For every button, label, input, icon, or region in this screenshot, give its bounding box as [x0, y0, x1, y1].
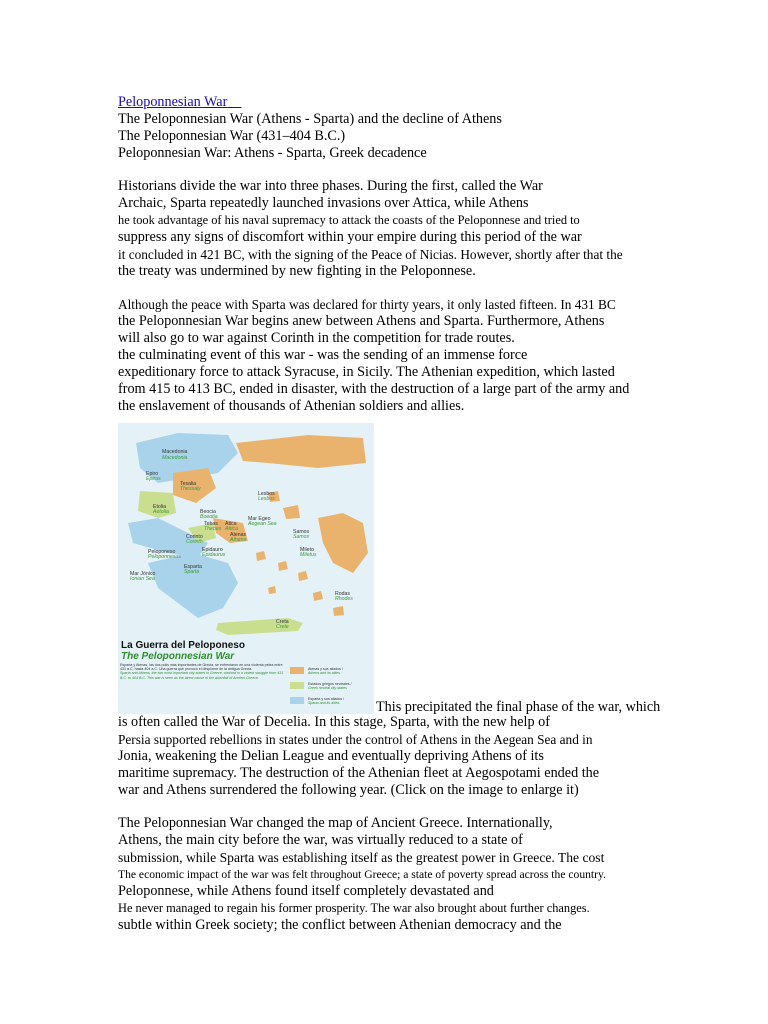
map-label: Creta [276, 619, 289, 625]
map-label: Atica [225, 521, 237, 527]
map-label: Peloponnesus [148, 554, 181, 560]
legend-label: Esparta y sus aliados / [308, 697, 345, 701]
text-line: expeditionary force to attack Syracuse, in Sicily. The Athenian expedition, which lasted [118, 364, 615, 380]
map-label: Mar Egeo [248, 516, 271, 522]
map-label: Thebes [204, 526, 222, 532]
map-label: Tebas [204, 521, 218, 527]
peloponnesian-war-map[interactable] [118, 423, 374, 714]
text-line: he took advantage of his naval supremacy to attack the coasts of the Peloponnese and tried to [118, 213, 580, 227]
text-line: subtle within Greek society; the conflict between Athenian democracy and the [118, 917, 562, 933]
legend-swatch-sparta [290, 697, 304, 704]
legend-label: Atenas y sus aliados / [308, 667, 343, 671]
text-line: Jonia, weakening the Delian League and eventually depriving Athens of its [118, 748, 544, 764]
map-label: Beocia [200, 509, 216, 515]
legend-swatch-neutral [290, 682, 304, 689]
map-label: Macedonia [162, 449, 188, 455]
map-label: Lesbos [258, 491, 275, 497]
map-label: Rodas [335, 591, 350, 597]
map-caption-box [120, 663, 286, 713]
text-line: Athens, the main city before the war, was virtually reduced to a state of [118, 832, 523, 848]
map-label: Macedonia [162, 455, 188, 461]
map-label: Samos [293, 534, 310, 540]
text-line: Although the peace with Sparta was declared for thirty years, it only lasted fifteen. In 431 BC [118, 297, 616, 312]
map-label: Sparta [184, 569, 200, 575]
legend-label: Greek neutral city-states [308, 686, 347, 690]
map-label: Peloponeso [148, 549, 176, 555]
map-label: Epidauro [202, 547, 223, 553]
text-line: The economic impact of the war was felt throughout Greece; a state of poverty spread across the country. [118, 868, 606, 881]
text-line: The Peloponnesian War changed the map of Ancient Greece. Internationally, [118, 815, 553, 831]
map-label: Attica [225, 526, 238, 532]
map-caption-english: Sparta and Athens, the two most important city-states in Greece, clashed in a violent struggle from 431 B.C. to 404 B.C. This war is seen as the direct cause of the downfall of Ancient Greece. [120, 671, 284, 680]
peloponnesian-war-link[interactable]: Peloponnesian War [118, 94, 228, 110]
text-line: is often called the War of Decelia. In this stage, Sparta, with the new help of [118, 714, 550, 730]
legend-swatch-athens [290, 667, 304, 674]
text-line: it concluded in 421 BC, with the signing of the Peace of Nicias. However, shortly after that the [118, 247, 623, 262]
text-line: from 415 to 413 BC, ended in disaster, with the destruction of a large part of the army and [118, 381, 630, 397]
header-link-line [118, 94, 708, 111]
map-title-spanish: La Guerra del Peloponeso [121, 640, 245, 651]
map-label: Lesbos [258, 496, 275, 502]
title-line: The Peloponnesian War (431–404 B.C.) [118, 128, 346, 144]
map-label: Corinto [186, 534, 203, 540]
text-line: maritime supremacy. The destruction of the Athenian fleet at Aegospotami ended the [118, 765, 600, 781]
map-label: Aetolia [153, 509, 169, 515]
text-line: the culminating event of this war - was the sending of an immense force [118, 347, 528, 363]
text-line: the treaty was undermined by new fighting in the Peloponnese. [118, 263, 476, 279]
text-line: He never managed to regain his former prosperity. The war also brought about further changes. [118, 901, 590, 915]
map-label: Miletus [300, 552, 317, 558]
map-label: Epiro [146, 471, 159, 477]
link-underline-trail[interactable] [227, 94, 241, 110]
text-line: Historians divide the war into three phases. During the first, called the War [118, 178, 543, 194]
map-label: Athens [230, 537, 247, 543]
map-label: Epidaurus [202, 552, 226, 558]
map-label: Aegean Sea [248, 521, 277, 527]
map-title-english: The Peloponnesian War [121, 651, 235, 662]
paragraph-peace [118, 296, 708, 415]
text-line: war and Athens surrendered the following year. (Click on the image to enlarge it) [118, 782, 579, 798]
text-line: submission, while Sparta was establishing itself as the greatest power in Greece. The cost [118, 850, 605, 865]
map-caption-spanish: Esparta y Atenas, las dos polis más importantes de Grecia, se enfrentaron en una violenta pelea entre 431 a.C. hasta 404 a.C. Una guerra que provocó el desplome de la antigua Grecia. [120, 663, 283, 672]
map-label: Samos [293, 529, 310, 535]
text-line: This precipitated the final phase of the war, which [376, 699, 661, 715]
paragraph-decelia [118, 714, 708, 799]
legend-label: Athens and its allies [308, 671, 340, 675]
text-line: suppress any signs of discomfort within your empire during this period of the war [118, 229, 582, 245]
map-label: Esparta [184, 564, 202, 570]
map-label: Mileto [300, 547, 314, 553]
figure-row [118, 423, 708, 714]
map-label: Mar Jónico [130, 571, 156, 577]
text-line: the Peloponnesian War begins anew between Athens and Sparta. Furthermore, Athens [118, 313, 605, 329]
map-label: Tesalia [180, 481, 197, 487]
text-line: Peloponnese, while Athens found itself completely devastated and [118, 883, 494, 899]
map-label: Crete [276, 624, 289, 630]
map-label: Ionian Sea [130, 576, 155, 582]
map-label: Atenas [230, 532, 247, 538]
document-body [118, 94, 708, 934]
title-line: The Peloponnesian War (Athens - Sparta) and the decline of Athens [118, 111, 502, 127]
paragraph-phases [118, 178, 708, 280]
text-line: Persia supported rebellions in states under the control of Athens in the Aegean Sea and in [118, 732, 593, 747]
map-label: Corinth [186, 539, 203, 545]
map-label: Thessaly [180, 486, 201, 492]
legend-label: Estados griegos neutrales / [308, 682, 352, 686]
legend-label: Sparta and its allies [308, 701, 340, 705]
map-label: Epirus [146, 476, 161, 482]
map-label: Boeotia [200, 514, 218, 520]
map-label: Rhodes [335, 596, 353, 602]
text-line: Archaic, Sparta repeatedly launched invasions over Attica, while Athens [118, 195, 529, 211]
paragraph-consequences [118, 815, 708, 934]
text-line: the enslavement of thousands of Athenian soldiers and allies. [118, 398, 465, 414]
text-line: will also go to war against Corinth in the competition for trade routes. [118, 330, 515, 346]
map-label: Etolia [153, 504, 166, 510]
title-line: Peloponnesian War: Athens - Sparta, Greek decadence [118, 145, 427, 161]
